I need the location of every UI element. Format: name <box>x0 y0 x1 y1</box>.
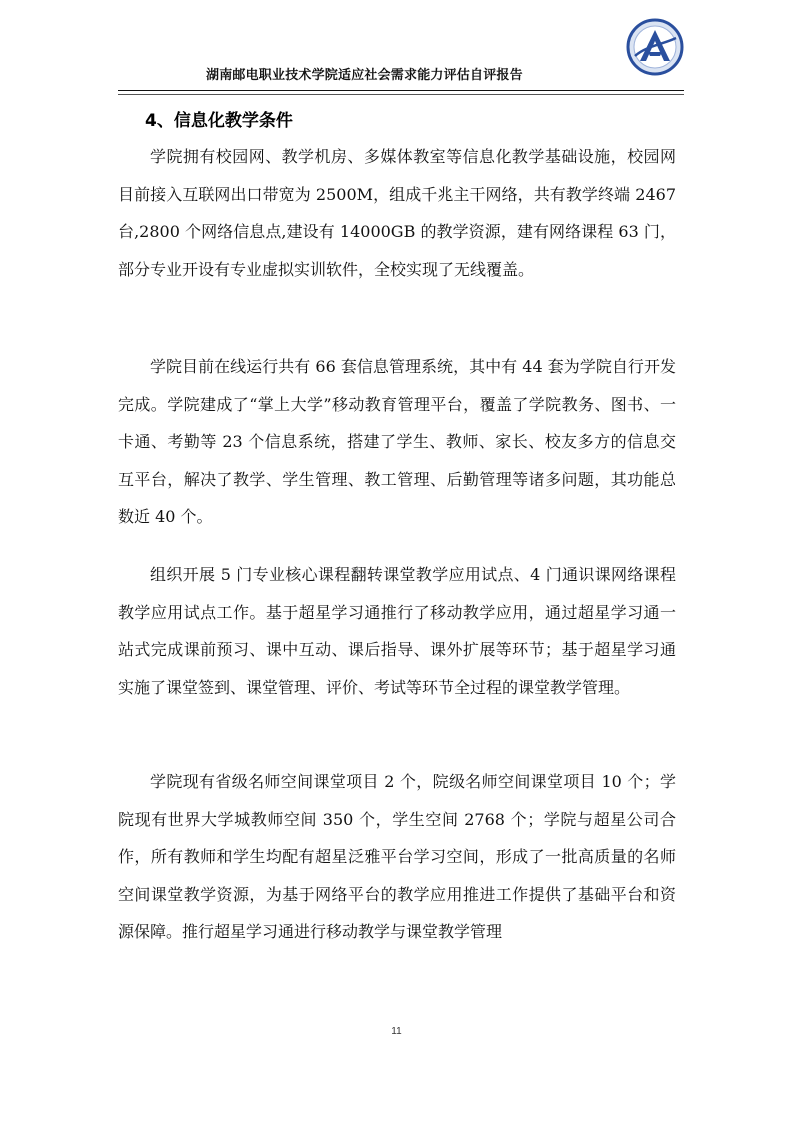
header-rule <box>118 90 684 91</box>
body-paragraph: 组织开展 5 门专业核心课程翻转课堂教学应用试点、4 门通识课网络课程教学应用试点工作。基于超星学习通推行了移动教学应用，通过超星学习通一站式完成课前预习、课中互动、课后指导、课外扩展等环节；基于超星学习通实施了课堂签到、课堂管理、评价、考试等环节全过程的课堂教学管理。 <box>118 565 676 697</box>
page-number: 11 <box>391 1026 402 1037</box>
body-paragraph: 学院拥有校园网、教学机房、多媒体教室等信息化教学基础设施，校园网目前接入互联网出口带宽为 2500M，组成千兆主干网络，共有教学终端 2467 台,2800 个网络信息点,建设有 14000GB 的教学资源，建有网络课程 63 门，部分专业开设有专业虚拟实训软件，全校实现了无线覆盖。 <box>118 147 676 279</box>
college-logo-icon <box>626 16 684 78</box>
header-rule-thin <box>118 94 684 95</box>
page-header <box>118 16 684 96</box>
body-paragraph: 学院目前在线运行共有 66 套信息管理系统，其中有 44 套为学院自行开发完成。学院建成了“掌上大学”移动教育管理平台，覆盖了学院教务、图书、一卡通、考勤等 23 个信息系统，搭建了学生、教师、家长、校友多方的信息交互平台，解决了教学、学生管理、教工管理、后勤管理等诸多问题，其功能总数近 40 个。 <box>118 357 676 526</box>
header-title: 湖南邮电职业技术学院适应社会需求能力评估自评报告 <box>206 68 523 83</box>
body-paragraph: 学院现有省级名师空间课堂项目 2 个，院级名师空间课堂项目 10 个；学院现有世界大学城教师空间 350 个，学生空间 2768 个；学院与超星公司合作，所有教师和学生均配有超星泛雅平台学习空间，形成了一批高质量的名师空间课堂教学资源，为基于网络平台的教学应用推进工作提供了基础平台和资源保障。推行超星学习通进行移动教学与课堂教学管理 <box>118 772 676 941</box>
section-heading: 4、信息化教学条件 <box>145 111 293 131</box>
